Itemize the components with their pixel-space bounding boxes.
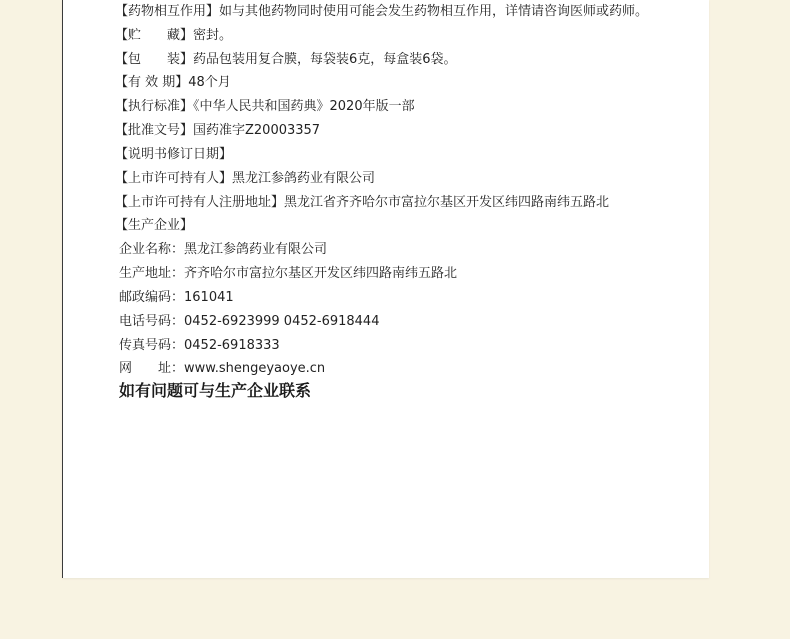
packaging: 【包 装】药品包装用复合膜，每袋装6克，每盒装6袋。 (115, 52, 457, 67)
manufacturer-address: 生产地址：齐齐哈尔市富拉尔基区开发区纬四路南纬五路北 (119, 266, 458, 281)
marketing-authorization-holder: 【上市许可持有人】黑龙江参鸽药业有限公司 (115, 171, 376, 186)
manufacturer-name: 企业名称：黑龙江参鸽药业有限公司 (119, 242, 328, 257)
execution-standard: 【执行标准】《中华人民共和国药典》2020年版一部 (115, 99, 415, 114)
manufacturer-header: 【生产企业】 (115, 218, 194, 233)
website: 网 址：www.shengeyaoye.cn (119, 361, 326, 376)
instruction-leaflet (62, 0, 709, 578)
approval-number: 【批准文号】国药准字Z20003357 (115, 123, 321, 138)
storage: 【贮 藏】密封。 (115, 28, 233, 43)
drug-interactions: 【药物相互作用】如与其他药物同时使用可能会发生药物相互作用，详情请咨询医师或药师。 (115, 4, 649, 19)
revision-date: 【说明书修订日期】 (115, 147, 233, 162)
shelf-life: 【有 效 期】48个月 (115, 75, 231, 90)
postal-code: 邮政编码：161041 (119, 290, 234, 305)
mah-registered-address: 【上市许可持有人注册地址】黑龙江省齐齐哈尔市富拉尔基区开发区纬四路南纬五路北 (115, 195, 610, 210)
contact-note: 如有问题可与生产企业联系 (119, 381, 312, 400)
fax-number: 传真号码：0452-6918333 (119, 338, 280, 353)
phone-numbers: 电话号码：0452-6923999 0452-6918444 (119, 314, 380, 329)
